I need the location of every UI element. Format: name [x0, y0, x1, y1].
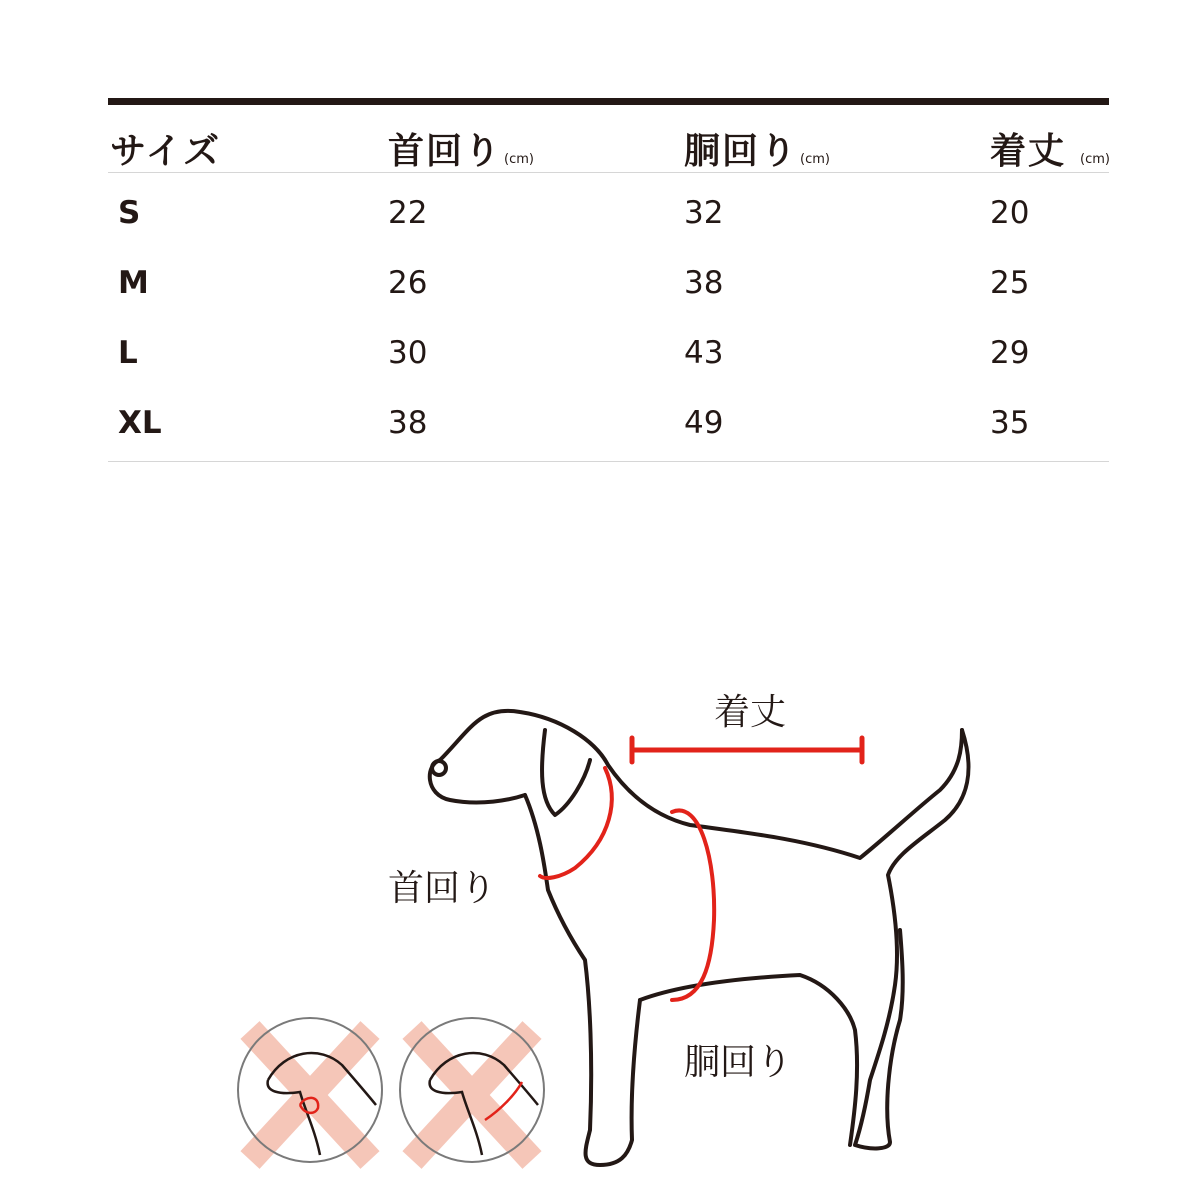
table-top-rule — [108, 98, 1109, 105]
cell-length: 25 — [990, 265, 1030, 301]
table-row — [108, 387, 1109, 457]
wrong-example-2-icon — [400, 1018, 544, 1162]
dog-outline-icon — [430, 711, 969, 1165]
header-size — [110, 123, 221, 174]
header-length — [990, 123, 1110, 174]
wrong-example-1-icon — [238, 1018, 382, 1162]
header-chest-unit: (cm) — [800, 152, 830, 167]
cell-size: M — [118, 265, 149, 301]
chest-label: 胴回り — [684, 1042, 793, 1083]
length-measure-mark — [632, 738, 862, 762]
cell-size: S — [118, 195, 141, 231]
cell-neck: 30 — [388, 335, 428, 371]
header-chest — [684, 123, 830, 174]
cell-neck: 22 — [388, 195, 428, 231]
cell-length: 35 — [990, 405, 1030, 441]
cell-chest: 38 — [684, 265, 724, 301]
cell-neck: 38 — [388, 405, 428, 441]
size-table — [108, 98, 1109, 462]
cell-neck: 26 — [388, 265, 428, 301]
header-size-label: サイズ — [110, 131, 222, 172]
header-neck — [388, 123, 534, 174]
neck-label: 首回り — [388, 868, 497, 909]
neck-measure-mark — [540, 768, 612, 878]
cell-size: XL — [118, 405, 162, 441]
header-neck-label: 首回り — [388, 131, 503, 172]
header-length-label: 着丈 — [990, 131, 1067, 172]
cell-chest: 43 — [684, 335, 724, 371]
table-row — [108, 177, 1109, 247]
cell-chest: 49 — [684, 405, 724, 441]
cell-size: L — [118, 335, 138, 371]
table-row — [108, 317, 1109, 387]
cell-length: 20 — [990, 195, 1030, 231]
header-chest-label: 胴回り — [684, 131, 799, 172]
table-header-row — [108, 105, 1109, 173]
cell-length: 29 — [990, 335, 1030, 371]
cell-chest: 32 — [684, 195, 724, 231]
chest-measure-mark — [672, 810, 714, 1000]
length-label: 着丈 — [714, 692, 787, 733]
header-length-unit: (cm) — [1080, 152, 1110, 167]
header-neck-unit: (cm) — [504, 152, 534, 167]
table-body — [108, 173, 1109, 462]
table-row — [108, 247, 1109, 317]
